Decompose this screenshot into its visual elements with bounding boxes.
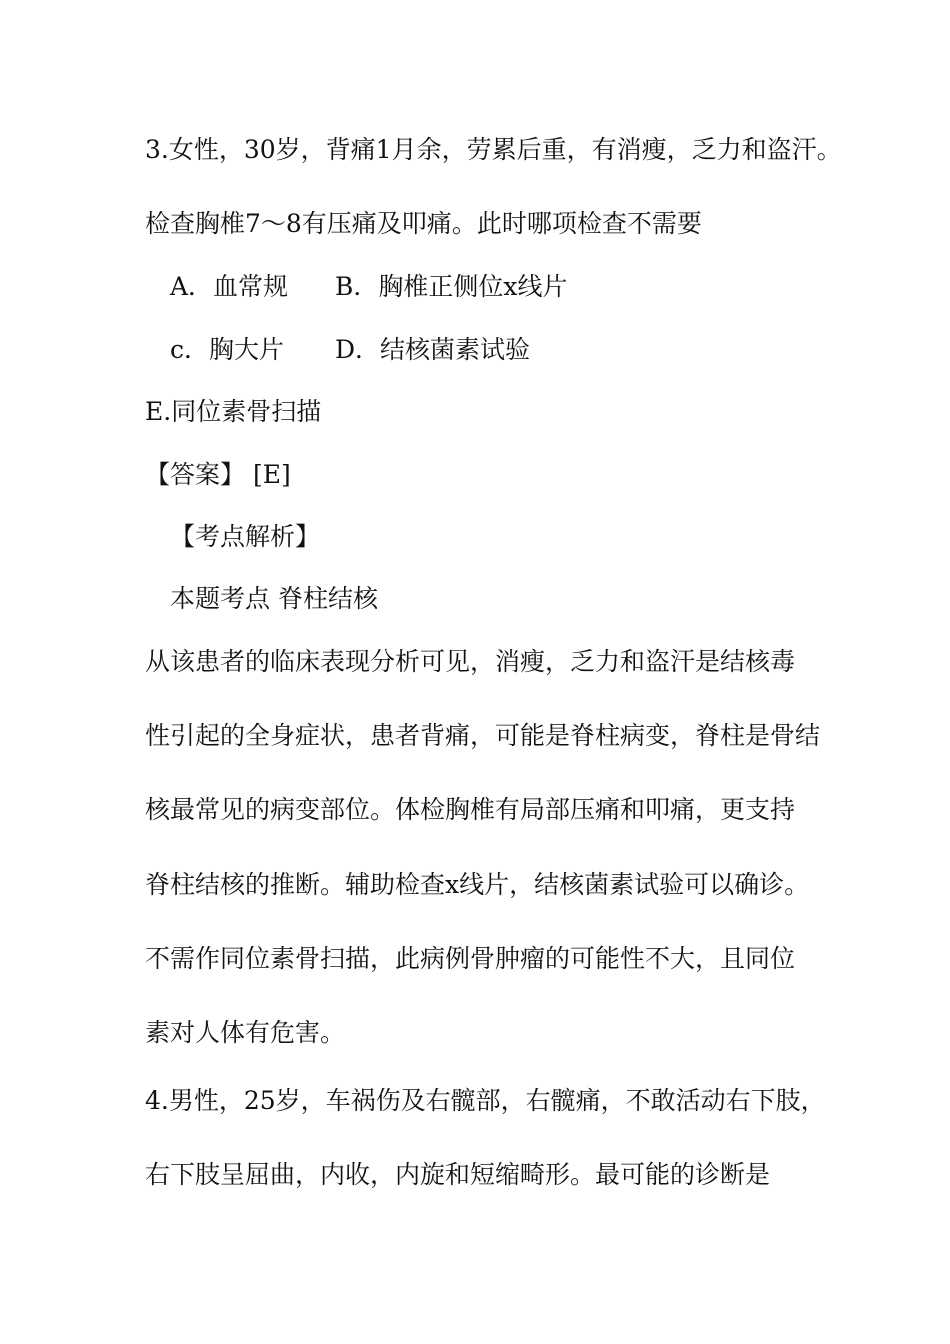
q3-explanation-line-1: 从该患者的临床表现分析可见，消瘦，乏力和盗汗是结核毒	[145, 647, 796, 676]
q3-explanation-line-3: 核最常见的病变部位。体检胸椎有局部压痛和叩痛，更支持	[145, 795, 796, 824]
q3-answer: 【答案】 [E]	[145, 460, 291, 489]
q3-explanation-line-6: 素对人体有危害。	[145, 1018, 346, 1047]
q3-stem-line-2: 检查胸椎7～8有压痛及叩痛。此时哪项检查不需要	[145, 209, 702, 238]
q3-topic: 本题考点 脊柱结核	[170, 584, 378, 613]
q3-options-row-1	[170, 270, 870, 304]
q3-options-row-2	[170, 333, 870, 367]
q3-option-c: c．胸大片	[170, 335, 285, 364]
q3-explanation-line-2: 性引起的全身症状，患者背痛，可能是脊柱病变，脊柱是骨结	[145, 721, 821, 750]
q3-explanation-line-5: 不需作同位素骨扫描，此病例骨肿瘤的可能性不大，且同位	[145, 944, 796, 973]
q3-option-e: E.同位素骨扫描	[145, 397, 322, 426]
q3-option-a: A．血常规	[170, 272, 289, 301]
q4-stem-line-1: 4.男性，25岁，车祸伤及右髋部，右髋痛，不敢活动右下肢，	[145, 1086, 826, 1115]
q3-option-d: D．结核菌素试验	[335, 335, 531, 364]
q4-stem-line-2: 右下肢呈屈曲，内收，内旋和短缩畸形。最可能的诊断是	[145, 1160, 771, 1189]
q3-stem-line-1: 3.女性，30岁，背痛1月余，劳累后重，有消瘦，乏力和盗汗。	[145, 135, 842, 164]
q3-explanation-line-4: 脊柱结核的推断。辅助检查x线片，结核菌素试验可以确诊。	[145, 870, 810, 899]
q3-analysis-heading: 【考点解析】	[170, 522, 321, 551]
q3-option-b: B．胸椎正侧位x线片	[335, 272, 568, 301]
